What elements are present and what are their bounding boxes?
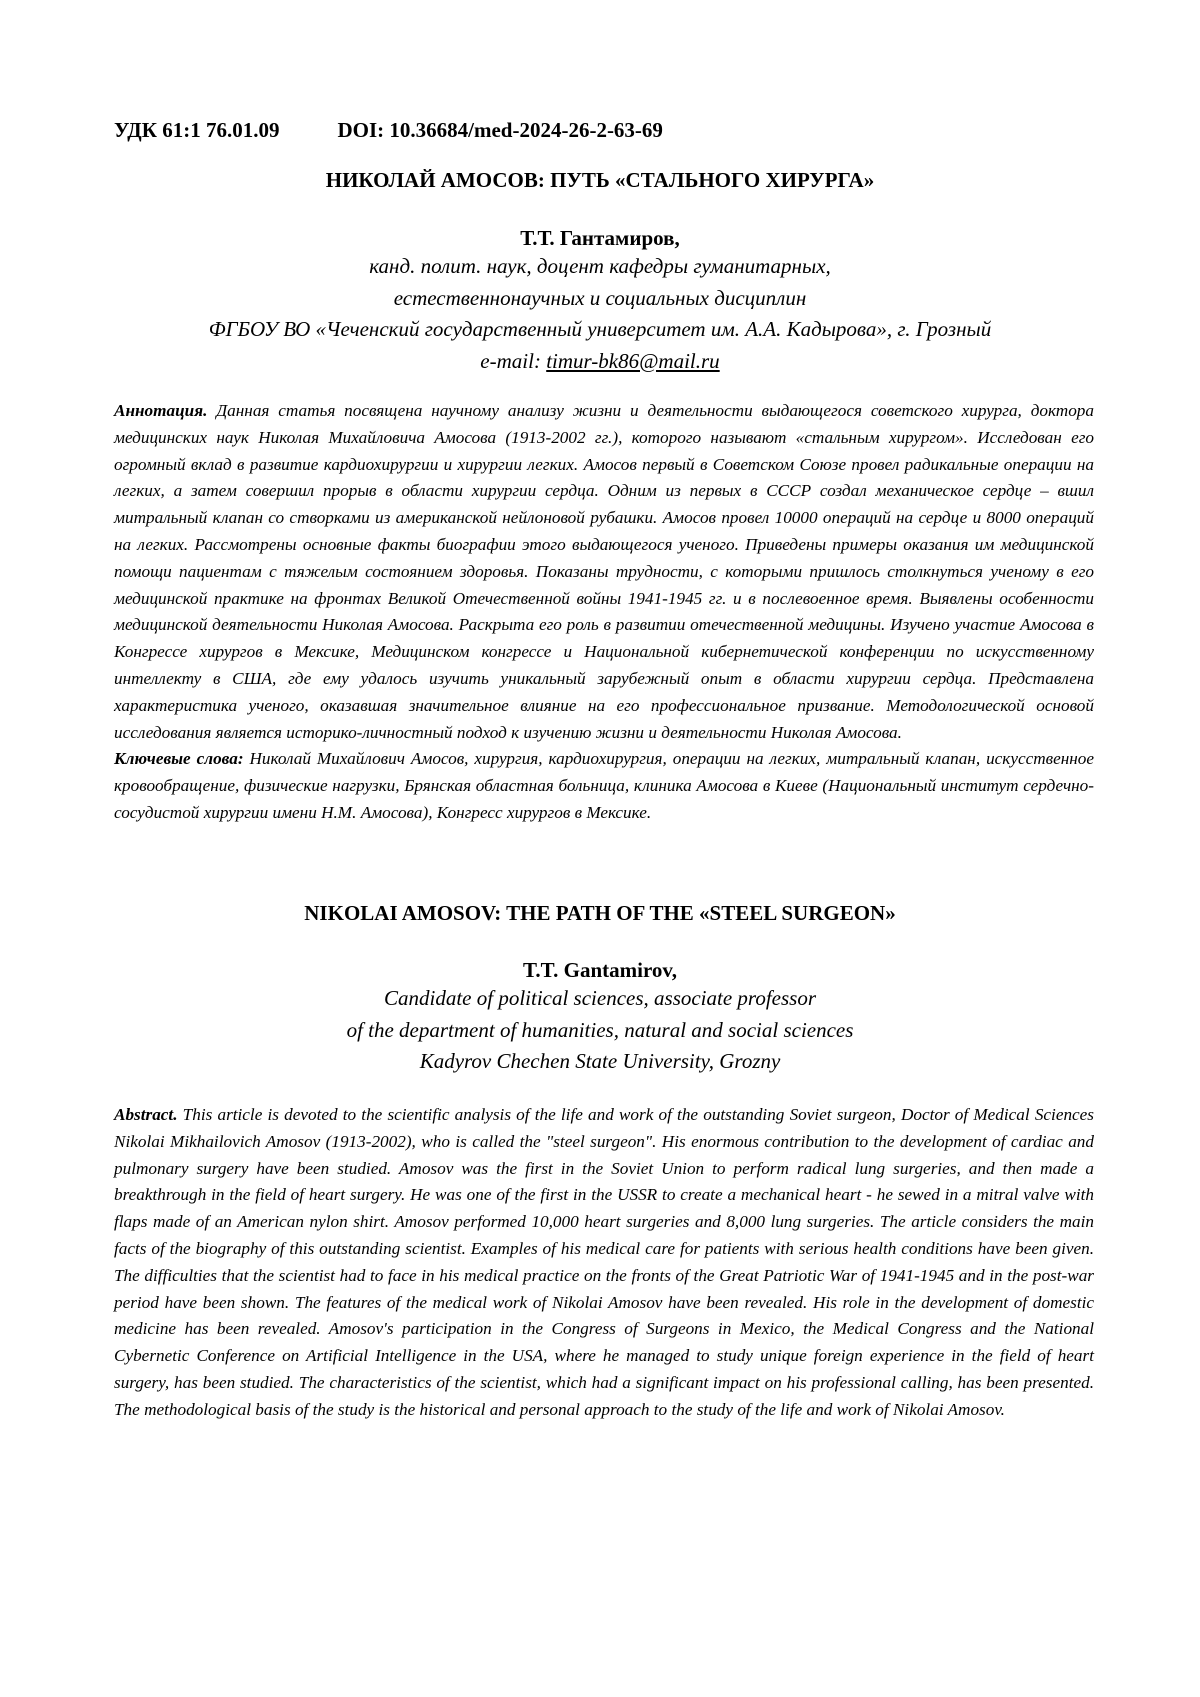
keywords-ru-paragraph — [114, 746, 1094, 826]
author-ru: Т.Т. Гантамиров, — [520, 226, 680, 250]
keywords-ru-text: Николай Михайлович Амосов, хирургия, кардиохирургия, операции на легких, митральный клапан, искусственное кровообращение, физические нагрузки, Брянская областная больница, клиника Амосова в Киеве (Национальный институт сердечно-сосудистой хирургии имени Н.М. Амосова), Конгресс хирургов в Мексике. — [114, 749, 1094, 822]
title-en: NIKOLAI AMOSOV: THE PATH OF THE «STEEL SURGEON» — [304, 901, 896, 925]
abstract-ru-label: Аннотация. — [114, 401, 208, 420]
abstract-en-text: This article is devoted to the scientific analysis of the life and work of the outstanding Soviet surgeon, Doctor of Medical Sciences Nikolai Mikhailovich Amosov (1913-2002), who is called the "steel surgeon". His enormous contribution to the development of cardiac and pulmonary surgery have been studied. Amosov was the first in the Soviet Union to perform radical lung surgeries, and then made a breakthrough in the field of heart surgery. He was one of the first in the USSR to create a mechanical heart - he sewed in a mitral valve with flaps made of an American nylon shirt. Amosov performed 10,000 heart surgeries and 8,000 lung surgeries. The article considers the main facts of the biography of this outstanding scientist. Examples of his medical care for patients with serious health conditions have been given. The difficulties that the scientist had to face in his medical practice on the fronts of the Great Patriotic War of 1941-1945 and in the post-war period have been shown. The features of the medical work of Nikolai Amosov have been revealed. His role in the development of domestic medicine has been revealed. Amosov's participation in the Congress of Surgeons in Mexico, the Medical Congress and the National Cybernetic Conference on Artificial Intelligence in the USA, where he managed to study unique foreign experience in the field of heart surgery, has been studied. The characteristics of the scientist, which had a significant impact on his professional calling, has been presented. The methodological basis of the study is the historical and personal approach to the study of the life and work of Nikolai Amosov. — [114, 1105, 1094, 1419]
author-en: T.T. Gantamirov, — [522, 958, 677, 982]
abstract-ru — [114, 398, 1094, 827]
affiliation-en — [0, 983, 1200, 1078]
abstract-ru-paragraph — [114, 398, 1094, 746]
udk-doi-line — [114, 118, 663, 143]
affiliation-en-line2: of the department of humanities, natural and social sciences — [346, 1017, 854, 1042]
affiliation-ru — [0, 251, 1200, 377]
udk-code: УДК 61:1 76.01.09 — [114, 118, 280, 142]
abstract-en-label: Abstract. — [114, 1105, 178, 1124]
email-link[interactable]: timur-bk86@mail.ru — [546, 348, 720, 373]
doi-code[interactable]: DOI: 10.36684/med-2024-26-2-63-69 — [337, 118, 663, 142]
affiliation-ru-line3: ФГБОУ ВО «Чеченский государственный университет им. А.А. Кадырова», г. Грозный — [208, 317, 992, 341]
abstract-en — [114, 1102, 1094, 1424]
affiliation-en-line1: Candidate of political sciences, associate professor — [383, 986, 816, 1010]
affiliation-ru-line2: естественнонаучных и социальных дисциплин — [393, 285, 807, 310]
email-line — [0, 346, 1200, 378]
email-label: e-mail: — [480, 348, 547, 373]
affiliation-ru-line1: канд. полит. наук, доцент кафедры гуманитарных, — [369, 254, 831, 278]
affiliation-en-line3: Kadyrov Chechen State University, Grozny — [419, 1049, 781, 1073]
title-ru: НИКОЛАЙ АМОСОВ: ПУТЬ «СТАЛЬНОГО ХИРУРГА» — [325, 168, 875, 192]
keywords-ru-label: Ключевые слова: — [114, 749, 244, 769]
abstract-ru-text: Данная статья посвящена научному анализу жизни и деятельности выдающегося советского хирурга, доктора медицинских наук Николая Михайловича Амосова (1913-2002 гг.), которого называют «стальным хирургом». Исследован его огромный вклад в развитие кардиохирургии и хирургии легких. Амосов первый в Советском Союзе провел радикальные операции на легких, а затем совершил прорыв в области хирургии сердца. Одним из первых в СССР создал механическое сердце – вшил митральный клапан со створками из американской нейлоновой рубашки. Амосов провел 10000 операций на сердце и 8000 операций на легких. Рассмотрены основные факты биографии этого выдающегося ученого. Приведены примеры оказания им медицинской помощи пациентам с тяжелым состоянием здоровья. Показаны трудности, с которыми пришлось столкнуться ученому в его медицинской практике на фронтах Великой Отечественной войны 1941-1945 гг. и в послевоенное время. Выявлены особенности медицинской деятельности Николая Амосова. Раскрыта его роль в развитии отечественной медицины. Изучено участие Амосова в Конгрессе хирургов в Мексике, Медицинском конгрессе и Национальной кибернетической конференции по искусственному интеллекту в США, где ему удалось изучить уникальный зарубежный опыт в области хирургии сердца. Представлена характеристика ученого, оказавшая значительное влияние на его профессиональное призвание. Методологической основой исследования является историко-личностный подход к изучению жизни и деятельности Николая Амосова. — [114, 401, 1094, 742]
